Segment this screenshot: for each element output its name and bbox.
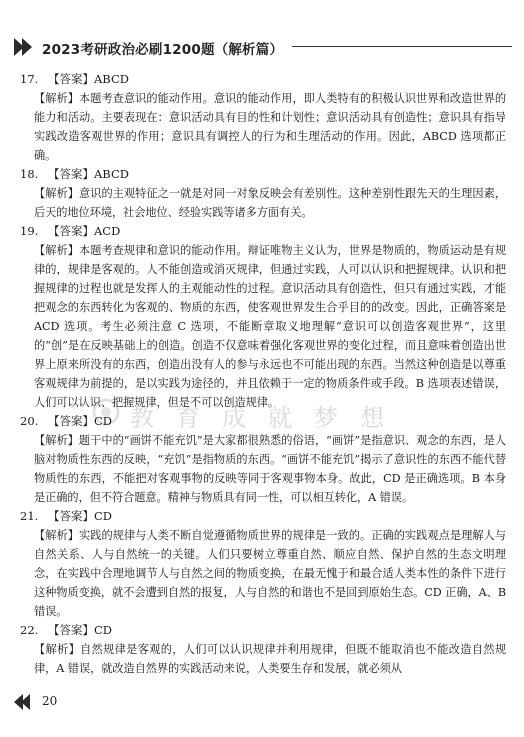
answer-line bbox=[20, 165, 506, 184]
double-chevron-icon bbox=[22, 38, 32, 56]
question-number: 19. bbox=[20, 224, 39, 238]
answer-line bbox=[20, 222, 506, 241]
answer-item bbox=[20, 412, 506, 507]
answer-item bbox=[20, 222, 506, 412]
answer-line bbox=[20, 70, 506, 89]
answer-list bbox=[20, 70, 506, 678]
answer-item bbox=[20, 70, 506, 165]
page-header bbox=[14, 36, 514, 58]
book-title: 2023考研政治必刷1200题（解析篇） bbox=[42, 42, 284, 58]
question-number: 18. bbox=[20, 167, 39, 181]
question-number: 17. bbox=[20, 72, 39, 86]
answer-key: 【答案】ACD bbox=[48, 224, 121, 238]
watermark-text: 教育成就梦想 bbox=[130, 404, 406, 432]
answer-key: 【答案】CD bbox=[48, 623, 113, 637]
answer-key: 【答案】ABCD bbox=[48, 72, 129, 86]
answer-item bbox=[20, 507, 506, 621]
answer-line bbox=[20, 507, 506, 526]
double-chevron-left-icon bbox=[21, 694, 30, 710]
explanation-text: 【解析】自然规律是客观的，人们可以认识规律并利用规律，但既不能取消也不能改造自然规律，A 错误，就改造自然界的实践活动来说，人类要生存和发展，就必须从 bbox=[34, 643, 506, 675]
answer-line bbox=[20, 621, 506, 640]
page-footer bbox=[14, 690, 94, 714]
answer-key: 【答案】ABCD bbox=[48, 167, 129, 181]
page-number: 20 bbox=[42, 694, 58, 708]
explanation-text: 【解析】实践的规律与人类不断自觉遵循物质世界的规律是一致的。正确的实践观点是理解人与自然关系、人与自然统一的关键。人们只要树立尊重自然、顺应自然、保护自然的生态文明理念，在实践中合理地调节人与自然之间的物质变换，在最无愧于和最合适人类本性的条件下进行这种物质变换，就不会遭到自然的报复，人与自然的和谐也不是回到原始生态。CD 正确，A、B 错误。 bbox=[34, 529, 506, 618]
explanation-text: 【解析】本题考查规律和意识的能动作用。辩证唯物主义认为，世界是物质的，物质运动是有规律的，规律是客观的。人不能创造或消灭规律，但通过实践，人可以认识和把握规律。认识和把握规律的过程也就是发挥人的主观能动性的过程。意识活动具有创造性，但只有通过实践，才能把观念的东西转化为客观的、物质的东西，使客观世界发生合乎目的的改变。因此，正确答案是 ACD 选项。考生必须注意 C 选项，不能断章取义地理解“意识可以创造客观世界”，这里的“创”是在反映基础上的创造。创造不仅意味着强化客观世界的变化过程，而且意味着创造出世界上原来所没有的东西，创造出没有人的参与永远也不可能出现的东西。当然这种创造是以尊重客观规律为前提的，是以实践为途径的，并且依赖于一定的物质条件或手段。B 选项表述错误，人们可以认识、把握规律，但是不可以创造规律。 bbox=[34, 244, 506, 409]
explanation-text: 【解析】题干中的“画饼不能充饥”是大家都很熟悉的俗语，“画饼”是指意识、观念的东西，是人脑对物质性东西的反映，“充饥”是指物质的东西。“画饼不能充饥”揭示了意识性的东西不能代替物质性的东西，不能把对客观事物的反映等同于客观事物本身。故此，CD 是正确选项。B 本身是正确的，但不符合题意。精神与物质具有同一性，可以相互转化，A 错误。 bbox=[34, 434, 506, 504]
answer-item bbox=[20, 165, 506, 222]
question-number: 21. bbox=[20, 509, 39, 523]
answer-line bbox=[20, 412, 506, 431]
explanation-text: 【解析】本题考查意识的能动作用。意识的能动作用，即人类特有的积极认识世界和改造世界的能力和活动。主要表现在：意识活动具有目的性和计划性；意识活动具有创造性；意识具有指导实践改造客观世界的作用；意识具有调控人的行为和生理活动的作用。因此，ABCD 选项都正确。 bbox=[34, 92, 506, 162]
answer-key: 【答案】CD bbox=[48, 414, 113, 428]
answer-item bbox=[20, 621, 506, 678]
question-number: 22. bbox=[20, 623, 39, 637]
header-rule bbox=[292, 46, 512, 47]
explanation-text: 【解析】意识的主观特征之一就是对同一对象反映会有差别性。这种差别性跟先天的生理因素，后天的地位环境，社会地位、经验实践等诸多方面有关。 bbox=[34, 187, 506, 219]
answer-key: 【答案】CD bbox=[48, 509, 113, 523]
question-number: 20. bbox=[20, 414, 39, 428]
